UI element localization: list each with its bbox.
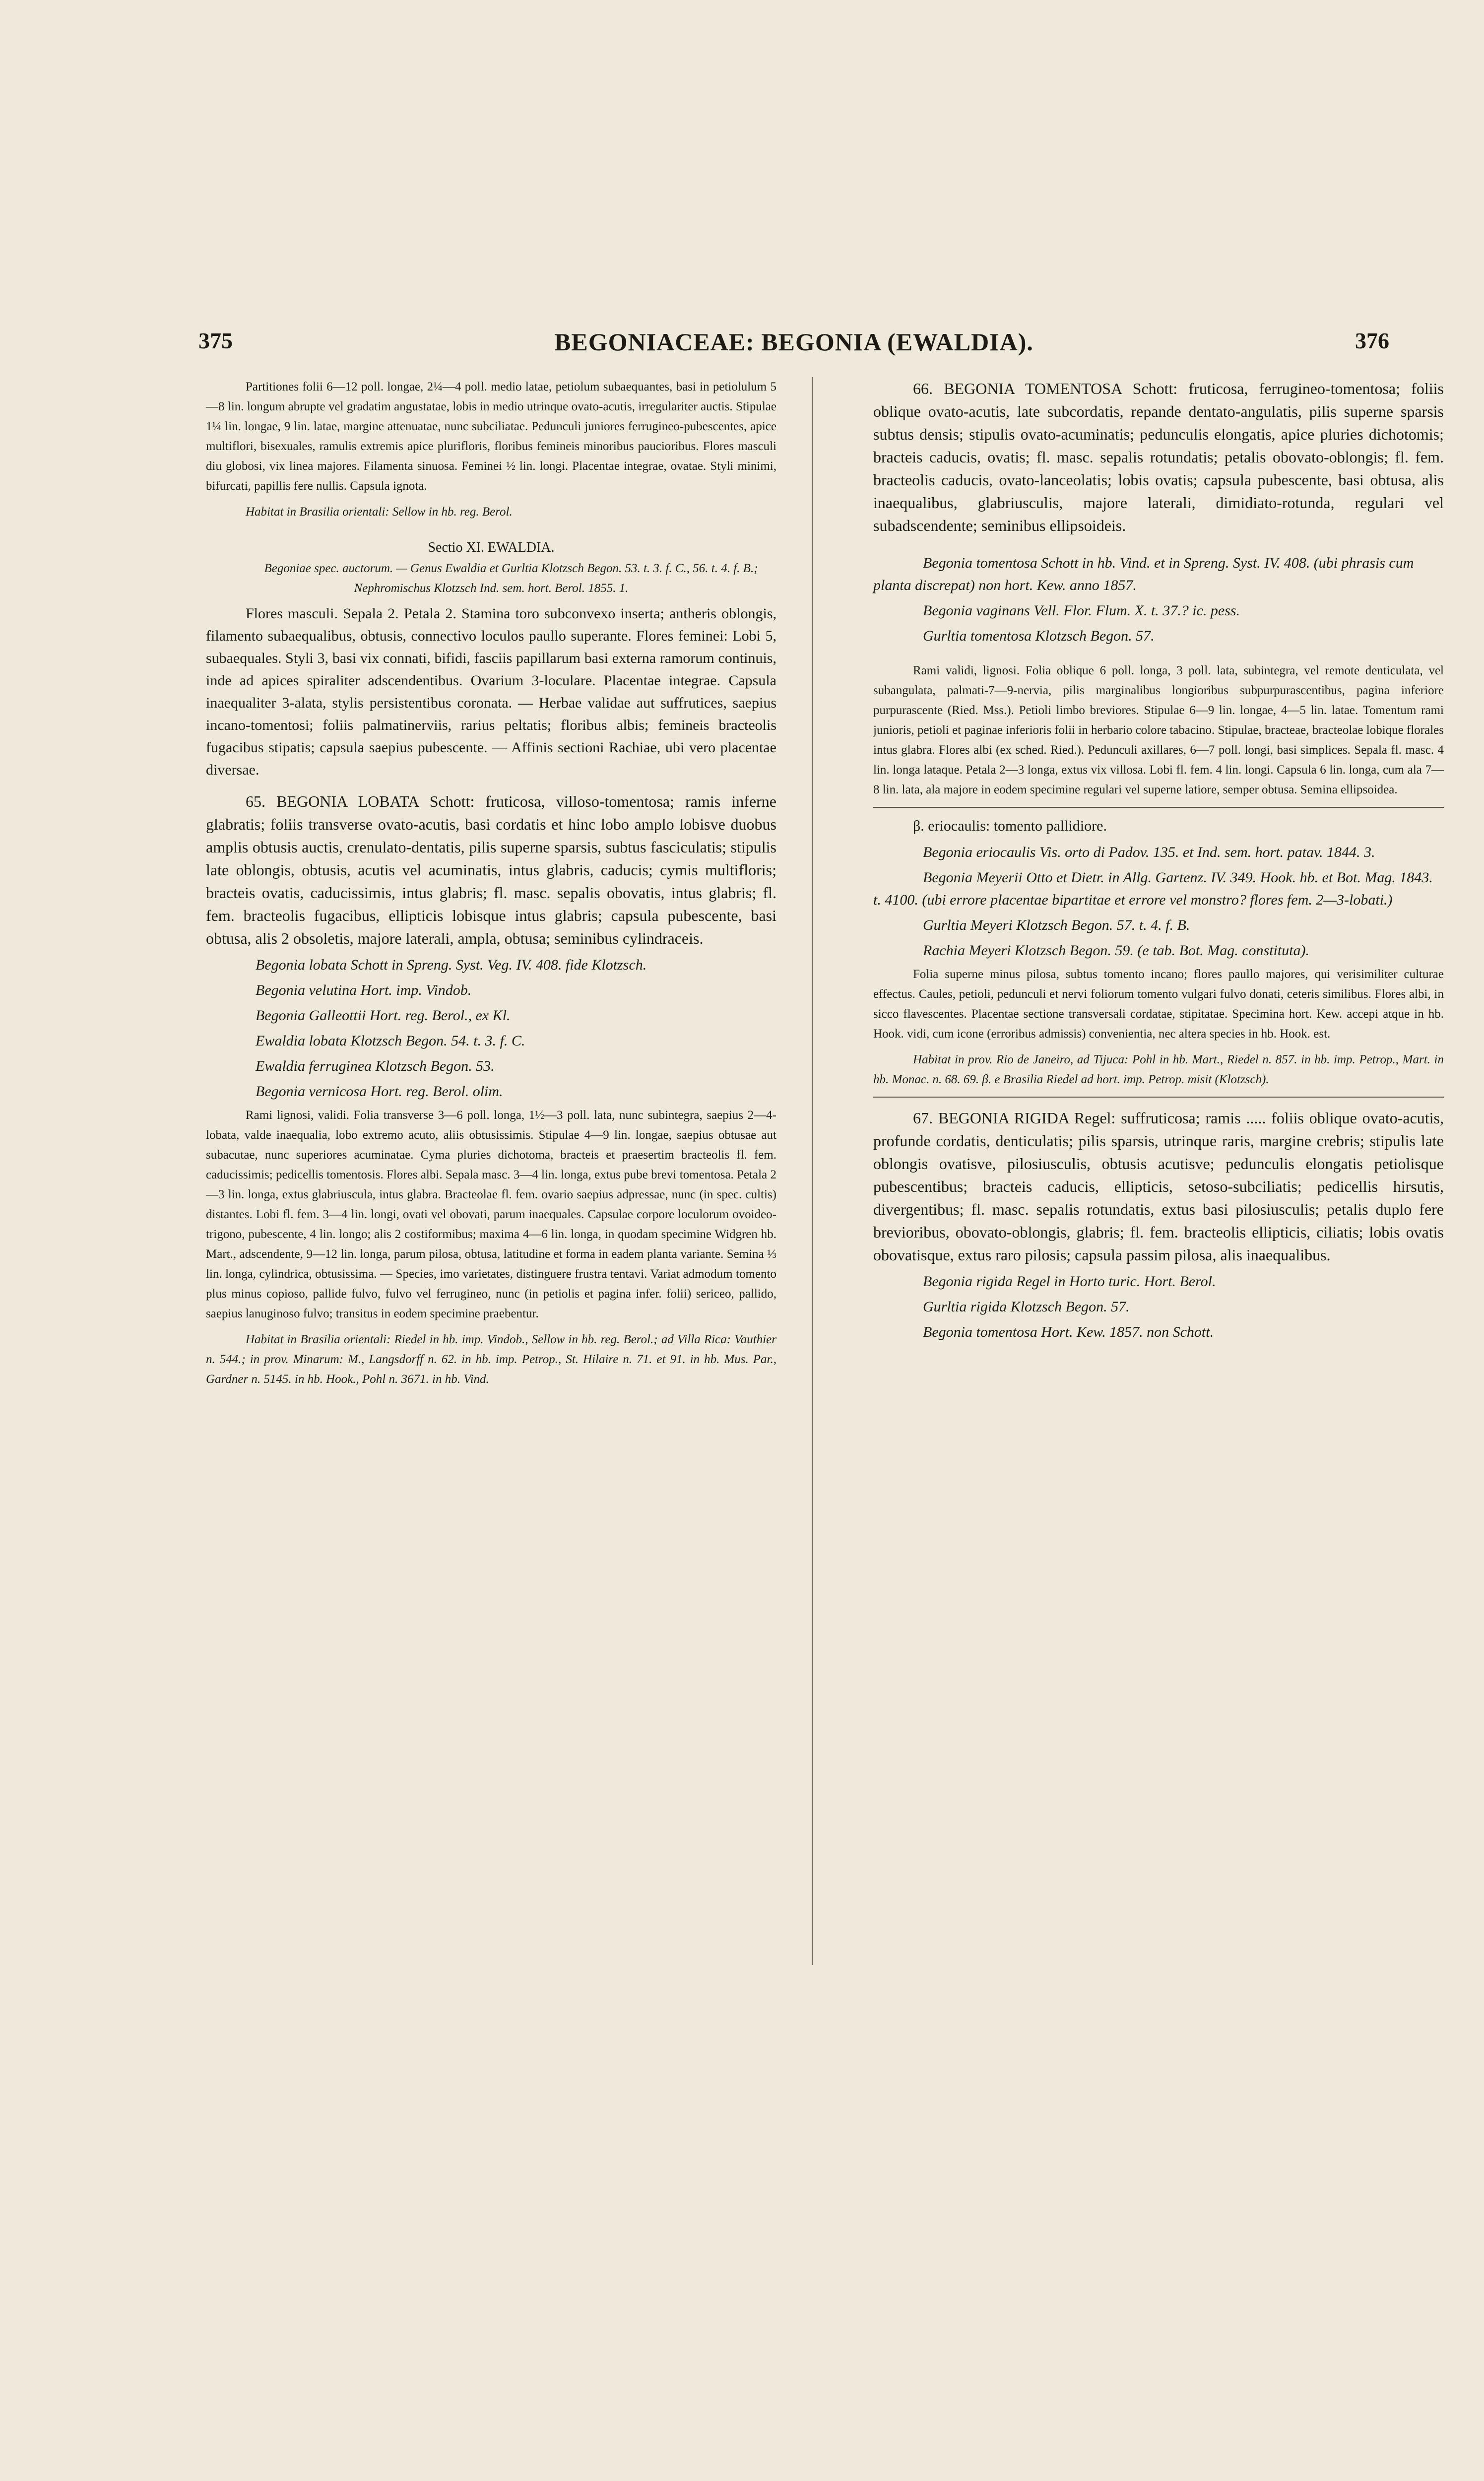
species-67-heading: 67. BEGONIA RIGIDA Regel: suffruticosa; ramis ..... foliis oblique ovato-acutis, profunde cordatis, denticulatis; pilis sparsis, utrinque raris, margine crebris; stipulis late oblongis ovatisve, pilosiusculis, obtusis acutisve; pedunculis elongatis petiolisque pubescentibus; bracteis caducis, ellipticis, setoso-subciliatis; pedicellis hirsutis, divergentibus; fl. masc. sepalis rotundatis, extus basi pilosiusculis; petalis duplo fere brevioribus, obovato-oblongis, glabris; fl. fem. bracteolis ellipticis, ciliatis; lobis ovatis obovatisque, extus raro pilosis; capsula passim pilosa, alis inaequalibus. bbox=[873, 1109, 1444, 1264]
synonym-line: Ewaldia ferruginea Klotzsch Begon. 53. bbox=[256, 1058, 495, 1074]
page-number-right: 376 bbox=[1355, 328, 1389, 353]
species-66-heading: 66. BEGONIA TOMENTOSA Schott: fruticosa, ferrugineo-tomentosa; foliis oblique ovato-acutis, late subcordatis, repande dentato-angulatis, pilis superne sparsis subtus densis; stipulis ovato-acuminatis; pedunculis elongatis, apice pluries dichotomis; bracteis caducis, ovatis; fl. masc. sepalis rotundatis; petalis obovato-oblongis; fl. fem. bracteolis caducis, ovato-lanceolatis; lobis ovatis; capsula pubescente, basi obtusa, alis inaequalibus, glabriusculis, majore laterali, dimidiato-rotunda, regulari vel subadscendente; seminibus ellipsoideis. bbox=[873, 380, 1444, 534]
variety-beta-description: Folia superne minus pilosa, subtus tomento incano; flores paullo majores, qui verisimiliter culturae effectus. Caules, petioli, pedunculi et nervi foliorum tomento vulgari fulvo donati, ceteris similibus. Flores albi, in sicco flavescentes. Placentae sectione transversali cordatae, stipitatae. Specimina hort. Kew. accepi atque in hb. Hook. vidi, cum icone (erroribus admissis) convenientia, nec altera species in hb. Hook. est. bbox=[873, 968, 1444, 1041]
synonym-line: Gurltia rigida Klotzsch Begon. 57. bbox=[923, 1299, 1130, 1315]
synonym-line: Rachia Meyeri Klotzsch Begon. 59. (e tab. Bot. Mag. constituta). bbox=[923, 942, 1310, 959]
right-column bbox=[873, 377, 1444, 1346]
section-description: Flores masculi. Sepala 2. Petala 2. Stamina toro subconvexo inserta; antheris oblongis, filamento subaequalibus, obtusis, connectivo loculos paullo superante. Flores feminei: Lobi 5, subaequales. Styli 3, basi vix connati, bifidi, fasciis papillarum basi externa ramorum continuis, inde ad apices spiraliter adscendentibus. Ovarium 3-loculare. Placentae integrae. Capsula inaequaliter 3-alata, stylis persistentibus coronata. — Herbae validae aut suffrutices, saepius incano-tomentosi; foliis palmatinerviis, rarius peltatis; floribus albis; femineis bracteolis fugacibus stipatis; capsula saepius pubescente. — Affinis sectioni Rachiae, ubi vero placentae diversae. bbox=[206, 605, 776, 778]
synonym-line: Begonia lobata Schott in Spreng. Syst. Veg. IV. 408. fide Klotzsch. bbox=[256, 957, 647, 973]
paragraph-leaf-description: Partitiones folii 6—12 poll. longae, 2¼—4 poll. medio latae, petiolum subaequantes, basi in petiolulum 5—8 lin. longum abrupte vel gradatim angustatae, lobis in medio utrinque ovato-acutis, irregulariter auctis. Stipulae 1¼ lin. longae, 9 lin. latae, margine attenuatae, nunc subciliatae. Pedunculi juniores ferrugineo-pubescentes, apice multiflori, bisexuales, ramulis extremis apice plurifloris, floribus femineis minoribus paucioribus. Flores masculi diu globosi, vix linea majores. Filamenta sinuosa. Feminei ½ lin. longi. Placentae integrae, ovatae. Styli minimi, bifurcati, papillis fere nullis. Capsula ignota. bbox=[206, 380, 776, 493]
section-heading: Sectio XI. EWALDIA. bbox=[428, 540, 555, 555]
habitat-note: Habitat in Brasilia orientali: Riedel in hb. imp. Vindob., Sellow in hb. reg. Berol.; ad Villa Rica: Vauthier n. 544.; in prov. Minarum: M., Langsdorff n. 62. in hb. imp. Petrop., St. Hilaire n. 71. et 91. in hb. Mus. Par., Gardner n. 5145. in hb. Hook., Pohl n. 3671. in hb. Vind. bbox=[206, 1333, 776, 1386]
synonym-line: Begonia vernicosa Hort. reg. Berol. olim. bbox=[256, 1083, 503, 1100]
habitat-note: Habitat in prov. Rio de Janeiro, ad Tijuca: Pohl in hb. Mart., Riedel n. 857. in hb. imp. Petrop., Mart. in hb. Monac. n. 68. 69. β. e Brasilia Riedel ad hort. imp. Petrop. misit (Klotzsch). bbox=[873, 1053, 1444, 1086]
synonym-line: Gurltia tomentosa Klotzsch Begon. 57. bbox=[923, 628, 1155, 644]
synonym-line: Begonia Galleottii Hort. reg. Berol., ex Kl. bbox=[256, 1007, 511, 1024]
synonym-line: Ewaldia lobata Klotzsch Begon. 54. t. 3. f. C. bbox=[256, 1033, 525, 1049]
species-65-description: Rami lignosi, validi. Folia transverse 3—6 poll. longa, 1½—3 poll. lata, nunc subintegra, saepius 2—4-lobata, valde inaequalia, lobo extremo acuto, aliis obtusissimis. Stipulae 4—9 lin. longae, saepius obtusae aut subacutae, nunc superiores acuminatae. Cyma pluries dichotoma, bracteis et praesertim bracteolis fl. fem. caducissimis; pedicellis tomentosis. Flores albi. Sepala masc. 3—4 lin. longa, extus pube brevi tomentosa. Petala 2—3 lin. longa, extus glabriuscula, intus glabra. Bracteolae fl. fem. ovario saepius adpressae, nunc (in spec. cultis) distantes. Lobi fl. fem. 3—4 lin. longi, ovati vel obovati, parum inaequales. Capsulae corpore loculorum ovoideo-trigono, pubescente, 4 lin. longo; alis 2 costiformibus; maxima 4—6 lin. longa, in quodam specimine Widgren hb. Mart., adscendente, 9—12 lin. longa, parum pilosa, obtusa, latitudine et forma in eadem planta variante. Semina ⅓ lin. longa, cylindrica, obtusissima. — Species, imo varietates, distinguere frustra tentavi. Variat admodum tomento plus minus copioso, pallide fulvo, fulvo vel ferrugineo, nunc (in petiolis et pagina infer. folii) sericeo, pallido, saepius lanuginoso fulvo; transitus in eodem specimine praebentur. bbox=[206, 1109, 776, 1320]
synonym-line: Begonia Meyerii Otto et Dietr. in Allg. Gartenz. IV. 349. Hook. hb. et Bot. Mag. 1843. t. 4100. (ubi errore placentae bipartitae et errore vel monstro? flores fem. 2—3-lobati.) bbox=[873, 869, 1433, 908]
species-66-description: Rami validi, lignosi. Folia oblique 6 poll. longa, 3 poll. lata, subintegra, vel remote denticulata, vel subangulata, palmati-7—9-nervia, pilis marginalibus longioribus subpurpurascentibus, pagina inferiore purpurascente (Ried. Mss.). Petioli limbo breviores. Stipulae 6—9 lin. longae, 4—5 lin. latae. Tomentum rami junioris, petioli et paginae inferioris folii in herbario colore tabacino. Stipulae, bracteae, bracteolae lobique florales intus glabra. Flores albi (ex sched. Ried.). Pedunculi axillares, 6—7 poll. longi, basi simplices. Sepala fl. masc. 4 lin. longa lataque. Petala 2—3 longa, extus vix villosa. Lobi fl. fem. 4 lin. longi. Capsula 6 lin. longa, cum ala 7—8 lin. lata, ala majore in eodem specimine regulari vel superne latiore, semper obtusa. Semina ellipsoidea. bbox=[873, 664, 1444, 796]
synonym-line: Begonia vaginans Vell. Flor. Flum. X. t. 37.? ic. pess. bbox=[923, 602, 1240, 619]
habitat-note: Habitat in Brasilia orientali: Sellow in hb. reg. Berol. bbox=[246, 505, 513, 519]
section-synonyms: Begoniae spec. auctorum. — Genus Ewaldia et Gurltia Klotzsch Begon. 53. t. 3. f. C., 56. t. 4. f. B.; Nephromischus Klotzsch Ind. sem. hort. Berol. 1855. 1. bbox=[264, 562, 758, 595]
left-column bbox=[206, 377, 776, 1393]
column-divider bbox=[812, 377, 813, 1965]
synonym-line: Gurltia Meyeri Klotzsch Begon. 57. t. 4. f. B. bbox=[923, 917, 1190, 933]
section-rule bbox=[873, 1097, 1444, 1098]
synonym-line: Begonia eriocaulis Vis. orto di Padov. 135. et Ind. sem. hort. patav. 1844. 3. bbox=[923, 844, 1375, 860]
variety-beta-heading: β. eriocaulis: tomento pallidiore. bbox=[913, 818, 1107, 834]
running-header bbox=[198, 327, 1389, 367]
synonym-line: Begonia rigida Regel in Horto turic. Hort. Berol. bbox=[923, 1273, 1216, 1290]
synonym-line: Begonia velutina Hort. imp. Vindob. bbox=[256, 982, 472, 998]
running-title: BEGONIACEAE: BEGONIA (EWALDIA). bbox=[554, 328, 1033, 356]
synonym-line: Begonia tomentosa Hort. Kew. 1857. non Schott. bbox=[923, 1324, 1214, 1340]
species-65-heading: 65. BEGONIA LOBATA Schott: fruticosa, villoso-tomentosa; ramis inferne glabratis; foliis transverse ovato-acutis, basi cordatis et hinc lobo amplo lobisve duobus amplis obtusis auctis, crenulato-dentatis, pilis superne sparsis, subtus fasciculatis; stipulis late oblongis, obtusis, acutis vel acuminatis, intus glabris, caducis; cymis multifloris; bracteis ovatis, caducissimis, intus glabris; fl. masc. sepalis obovatis, intus glabris; fl. fem. bracteolis fugacibus, ellipticis lobisque intus glabris; capsula pubescente, basi obtusa, alis 2 obsoletis, majore laterali, ampla, obtusa; seminibus cylindraceis. bbox=[206, 792, 776, 947]
section-rule bbox=[873, 807, 1444, 808]
page-number-left: 375 bbox=[198, 328, 233, 353]
synonym-line: Begonia tomentosa Schott in hb. Vind. et in Spreng. Syst. IV. 408. (ubi phrasis cum planta discrepat) non hort. Kew. anno 1857. bbox=[873, 555, 1414, 593]
